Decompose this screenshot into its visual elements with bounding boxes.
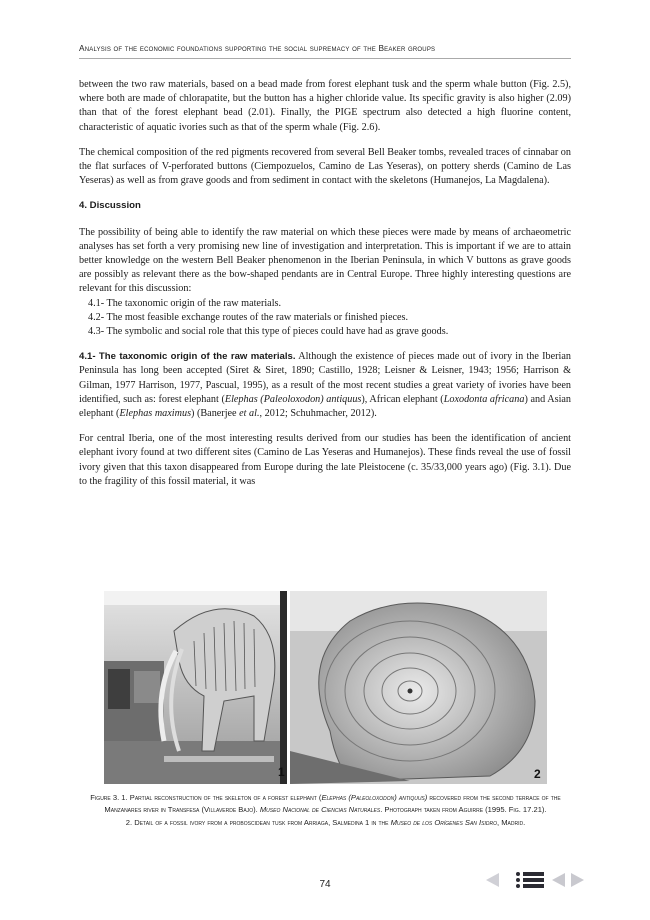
paragraph-3: The possibility of being able to identify the raw material on which these pieces were made by means of archaeometric analyses has set forth a very promising new line of investigation and interpretation. This is important if we are to attain better knowledge on the western Bell Beaker phenomenon in the Iberian Peninsula, in which V buttons as grave goods are possibly as relevant there as the bow-shaped pendants are in Central Europe. Three highly interesting questions are relevant for this discussion: bbox=[79, 226, 571, 295]
question-list bbox=[79, 297, 571, 340]
caption-text: . Photograph taken from Aguirre (1995. Fig. 17.21). bbox=[380, 805, 547, 815]
taxon-name: Elephas maximus bbox=[119, 408, 192, 420]
body-text bbox=[79, 78, 571, 500]
et-al: et al. bbox=[239, 408, 260, 420]
elephant-skeleton-photo bbox=[104, 591, 287, 784]
header-rule bbox=[79, 58, 571, 59]
section-heading: 4. Discussion bbox=[79, 200, 141, 212]
figure-3 bbox=[104, 591, 547, 784]
text-run: Although the existence of pieces made out of ivory in the Iberian Peninsula has long been accepted (Siret & Siret, 1890; Castillo, 1928; Leisner & Leisner, 1943; 1956; Harrison & Gilman, 1977 Harrison, 1977, Pascual, 1995), as a result of the most recent studies a great variety of ivories have been identified, such as: forest elephant ( bbox=[79, 351, 571, 405]
list-item: 4.1- The taxonomic origin of the raw materials. bbox=[88, 297, 282, 309]
running-head: Analysis of the economic foundations supporting the social supremacy of the Beaker groups bbox=[79, 43, 436, 53]
page-number: 74 bbox=[319, 879, 331, 890]
text-run: , 2012; Schuhmacher, 2012). bbox=[259, 408, 377, 420]
paragraph-5: For central Iberia, one of the most interesting results derived from our studies has been the identification of ancient elephant ivory found at two different sites (Camino de Las Yeseras and Humanejos). These finds reveal the use of fossil ivory given that this taxon disappeared from Europe during the late Pleistocene (c. 35/33,000 years ago) (Fig. 3.1). Due to the fragility of this fossil material, it was bbox=[79, 433, 571, 487]
caption-text: Figure 3. 1. Partial reconstruction of the skeleton of a forest elephant ( bbox=[90, 793, 322, 802]
caption-text: recovered from the second terrace of the Manzanares river in Transfesa (Villaverde Bajo). bbox=[104, 793, 561, 815]
text-run: ), African elephant ( bbox=[361, 393, 444, 405]
caption-text: , Madrid. bbox=[496, 817, 526, 827]
next-page-icon[interactable] bbox=[569, 871, 587, 889]
subsection-heading: 4.1- The taxonomic origin of the raw materials. bbox=[79, 351, 296, 363]
list-item: 4.3- The symbolic and social role that this type of pieces could have had as grave goods. bbox=[88, 326, 449, 338]
fossil-ivory-photo bbox=[290, 591, 547, 784]
first-page-icon[interactable] bbox=[483, 871, 501, 889]
paragraph-4 bbox=[79, 350, 571, 421]
taxon-name: Loxodonta africana bbox=[443, 393, 525, 405]
caption-text: 2. Detail of a fossil ivory from a proboscidean tusk from Arriaga, Salmedina 1 in the bbox=[125, 817, 391, 827]
caption-italic: Elephas (Paleoloxodon) antiquus) bbox=[321, 793, 428, 802]
paragraph-1: between the two raw materials, based on a bead made from forest elephant tusk and the sperm whale button (Fig. 2.5), where both are made of chlorapatite, but the button has a higher chloride value. Its specific gravity is also higher (2.09) than that of the forest elephant bead (2.01). Finally, the PIGE spectrum also detected a high fluorine content, characteristic of aquatic ivories such as that of the sperm whale (Fig. 2.6). bbox=[79, 79, 571, 133]
paragraph-2: The chemical composition of the red pigments recovered from several Bell Beaker tombs, revealed traces of cinnabar on the flat surfaces of V-perforated buttons (Ciempozuelos, Camino de Las Yeseras), on pottery sherds (Camino de Las Yeseras) as well as from grave goods and from sediment in contact with the skeletons (Humanejos, La Magdalena). bbox=[79, 146, 571, 187]
caption-italic: Museo de los Orígenes San Isidro bbox=[390, 817, 497, 827]
figure-panel-label: 1 bbox=[278, 765, 285, 779]
text-run: ) and Asian elephant ( bbox=[79, 393, 572, 420]
figure-panel-label: 2 bbox=[534, 767, 541, 781]
text-run: ) (Banerjee bbox=[191, 408, 240, 420]
previous-page-icon[interactable] bbox=[549, 871, 567, 889]
contents-icon[interactable] bbox=[515, 871, 545, 889]
taxon-name: Elephas (Paleoloxodon) antiquus bbox=[224, 393, 362, 405]
caption-italic: Museo Nacional de Ciencias Naturales bbox=[259, 805, 381, 815]
list-item: 4.2- The most feasible exchange routes of the raw materials or finished pieces. bbox=[88, 311, 409, 323]
figure-caption bbox=[88, 792, 563, 829]
